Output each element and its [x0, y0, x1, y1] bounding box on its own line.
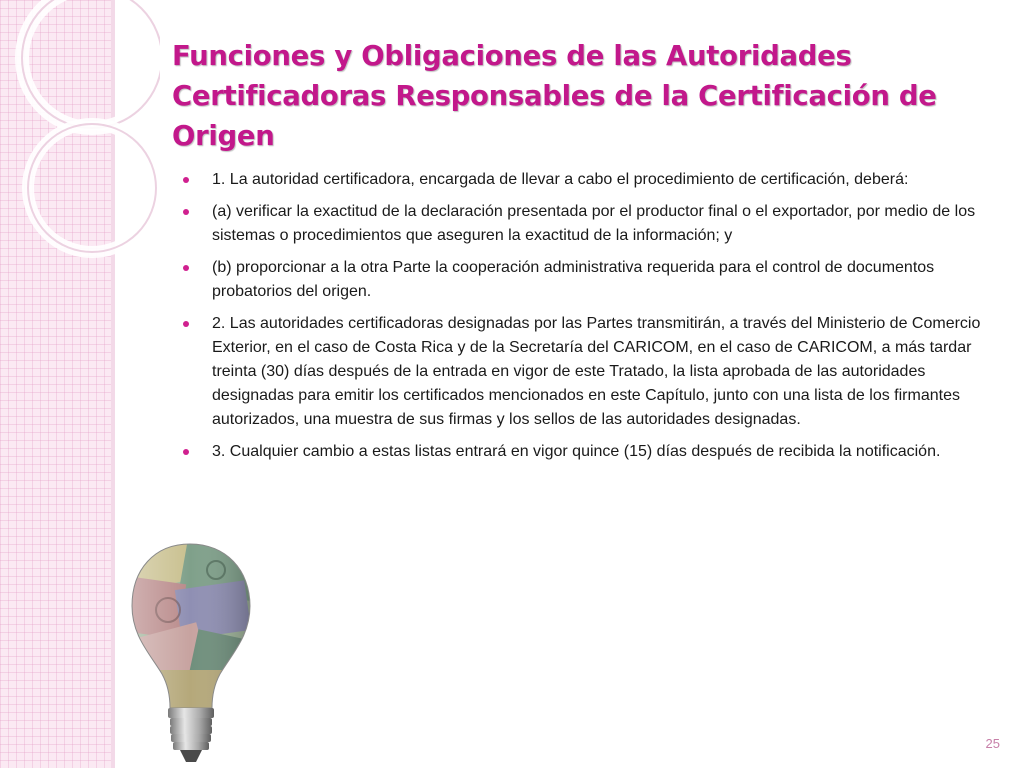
bullet-dot-icon [183, 209, 189, 215]
page-number: 25 [985, 736, 1000, 751]
bullet-dot-icon [183, 265, 189, 271]
bullet-text: (b) proporcionar a la otra Parte la cooperación administrativa requerida para el control de documentos probatorios del origen. [212, 259, 935, 300]
bullet-dot-icon [183, 449, 189, 455]
bullet-list [183, 168, 989, 472]
bullet-item [183, 168, 989, 192]
bullet-text: 1. La autoridad certificadora, encargada de llevar a cabo el procedimiento de certificación, deberá: [212, 171, 909, 188]
slide-title: Funciones y Obligaciones de las Autoridades Certificadoras Responsables de la Certificación de Origen [172, 40, 937, 152]
decorative-rings [0, 0, 160, 330]
bullet-text: (a) verificar la exactitud de la declaración presentada por el productor final o el exportador, por medio de los sistemas o procedimientos que aseguren la exactitud de la información; y [212, 203, 976, 244]
bullet-dot-icon [183, 177, 189, 183]
bullet-text: 2. Las autoridades certificadoras designadas por las Partes transmitirán, a través del Ministerio de Comercio Exterior, en el caso de Costa Rica y de la Secretaría del CARICOM, en el caso de CARICOM, a más tardar treinta (30) días después de la entrada en vigor de este Tratado, la lista aprobada de las autoridades designadas para emitir los certificados mencionados en este Capítulo, junto con una lista de los firmantes autorizados, una muestra de sus firmas y los sellos de las autoridades designadas. [212, 315, 981, 428]
bullet-item [183, 312, 989, 432]
money-lightbulb-icon [128, 540, 253, 765]
bullet-item [183, 440, 989, 464]
bullet-item [183, 256, 989, 304]
bullet-text: 3. Cualquier cambio a estas listas entrará en vigor quince (15) días después de recibida la notificación. [212, 443, 941, 460]
bullet-dot-icon [183, 321, 189, 327]
bullet-item [183, 200, 989, 248]
